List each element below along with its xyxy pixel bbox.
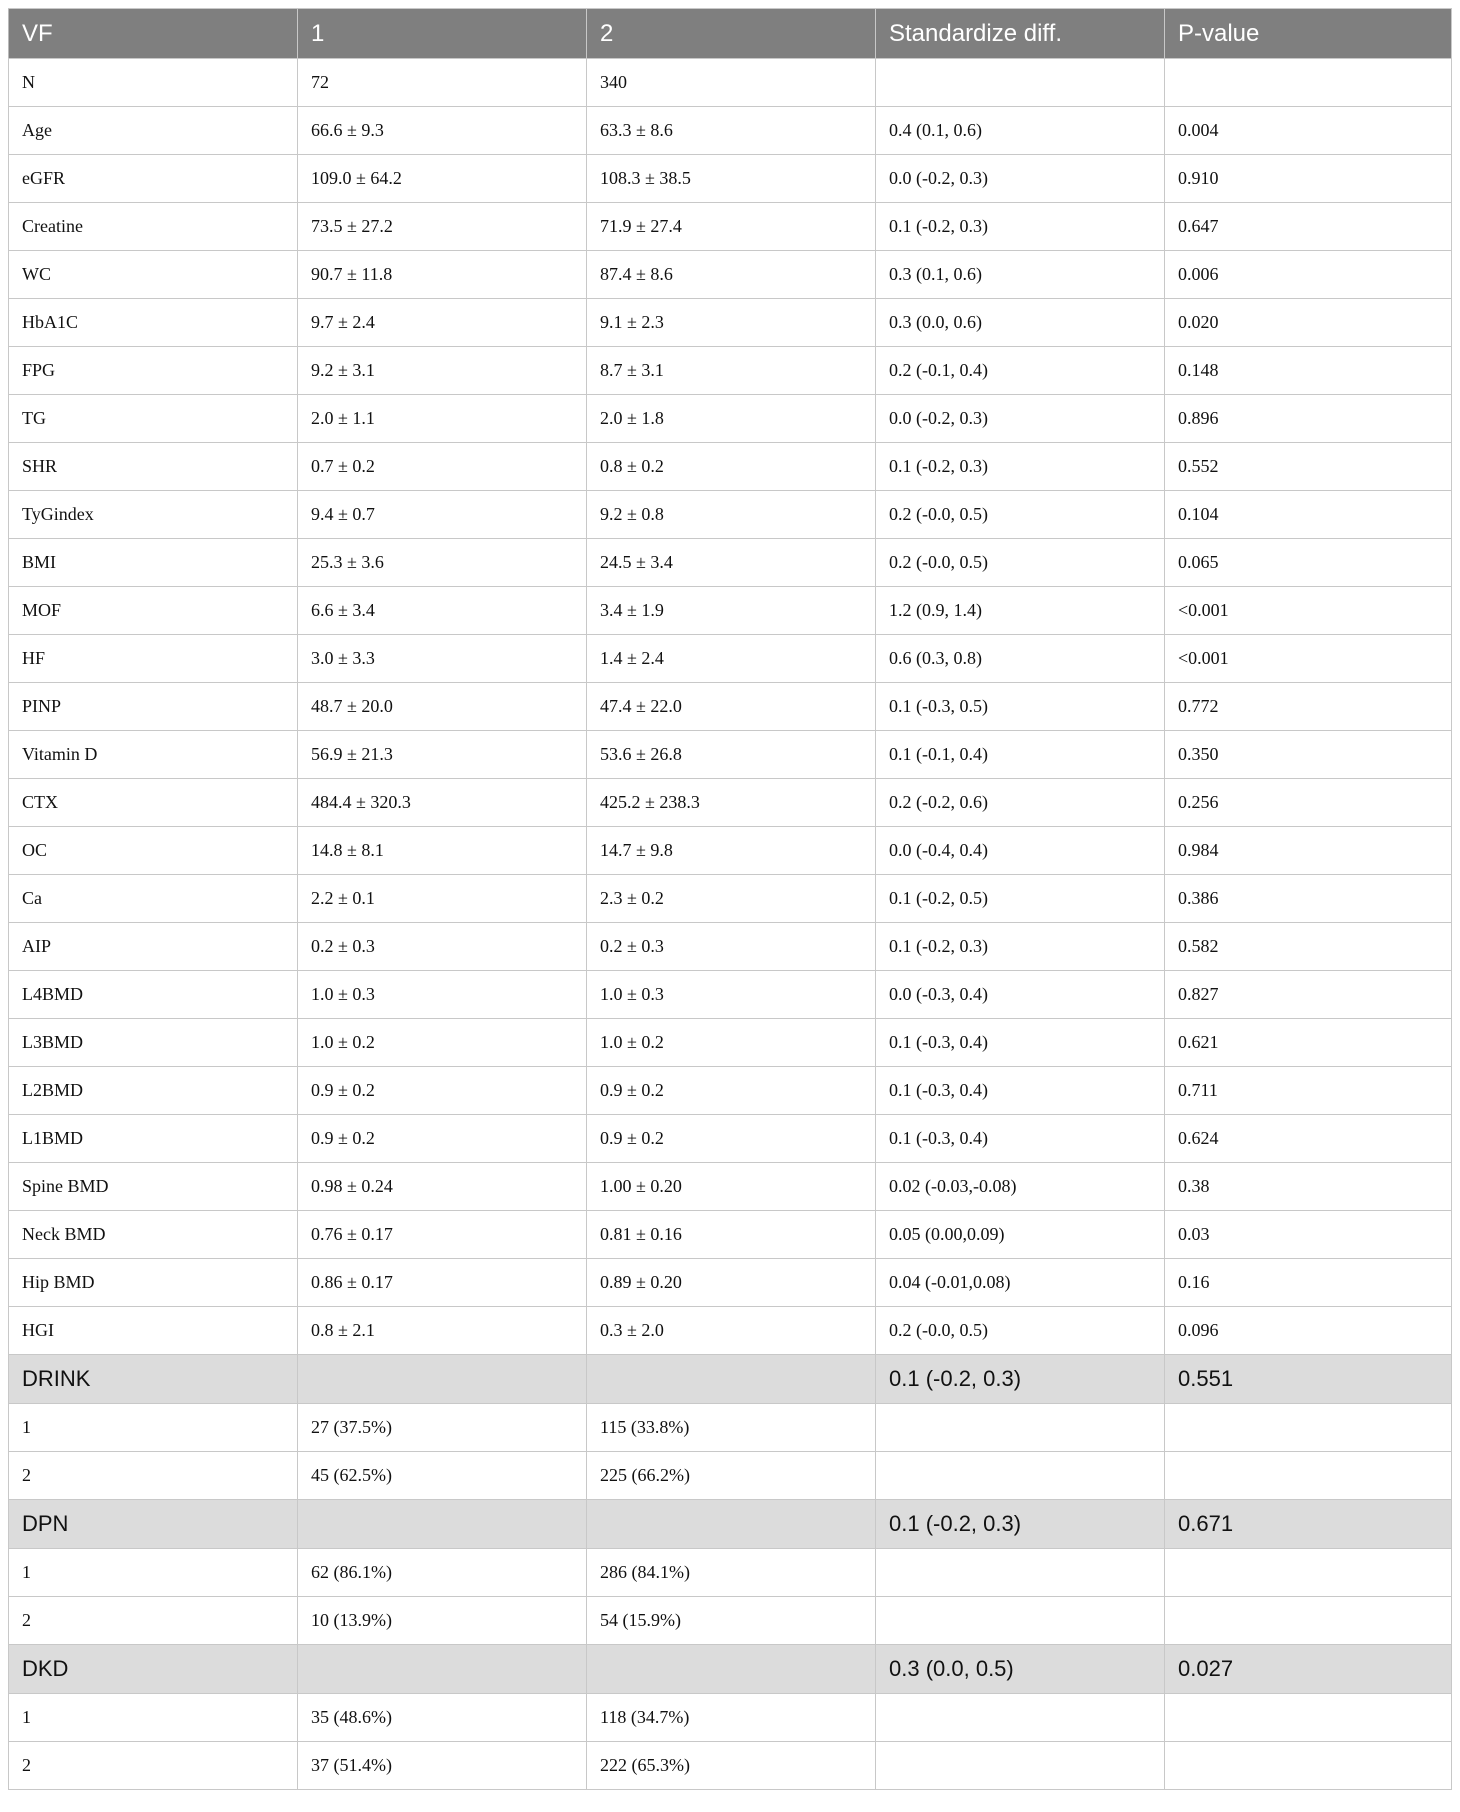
cell-group-1: 9.4 ± 0.7	[298, 491, 587, 539]
cell-group-1: 73.5 ± 27.2	[298, 203, 587, 251]
cell-std-diff	[876, 1404, 1165, 1452]
cell-variable: Ca	[9, 875, 298, 923]
cell-variable: eGFR	[9, 155, 298, 203]
cell-p-value: 0.38	[1165, 1163, 1452, 1211]
cell-group-2: 1.0 ± 0.3	[587, 971, 876, 1019]
cell-variable: Neck BMD	[9, 1211, 298, 1259]
cell-p-value: 0.096	[1165, 1307, 1452, 1355]
cell-group-2: 0.2 ± 0.3	[587, 923, 876, 971]
header-p-value: P-value	[1165, 9, 1452, 59]
cell-group-1: 109.0 ± 64.2	[298, 155, 587, 203]
cell-group-2: 71.9 ± 27.4	[587, 203, 876, 251]
table-row	[9, 1067, 1452, 1115]
table-row	[9, 1115, 1452, 1163]
cell-variable: DKD	[9, 1645, 298, 1694]
cell-group-2: 2.3 ± 0.2	[587, 875, 876, 923]
table-row	[9, 1549, 1452, 1597]
table-row	[9, 251, 1452, 299]
cell-group-2	[587, 1645, 876, 1694]
cell-std-diff	[876, 1452, 1165, 1500]
cell-variable: HbA1C	[9, 299, 298, 347]
table-row	[9, 779, 1452, 827]
cell-std-diff: 0.2 (-0.2, 0.6)	[876, 779, 1165, 827]
cell-std-diff: 0.02 (-0.03,-0.08)	[876, 1163, 1165, 1211]
cell-variable: AIP	[9, 923, 298, 971]
cell-p-value: 0.711	[1165, 1067, 1452, 1115]
cell-variable: Vitamin D	[9, 731, 298, 779]
cell-variable: 1	[9, 1694, 298, 1742]
cell-group-1: 62 (86.1%)	[298, 1549, 587, 1597]
cell-group-1: 37 (51.4%)	[298, 1742, 587, 1790]
cell-p-value: 0.551	[1165, 1355, 1452, 1404]
header-std-diff: Standardize diff.	[876, 9, 1165, 59]
table-row	[9, 1307, 1452, 1355]
cell-group-2: 1.0 ± 0.2	[587, 1019, 876, 1067]
cell-p-value	[1165, 59, 1452, 107]
table-row	[9, 539, 1452, 587]
table-group-row	[9, 1355, 1452, 1404]
cell-std-diff: 0.3 (0.1, 0.6)	[876, 251, 1165, 299]
table-body	[9, 59, 1452, 1790]
cell-group-1: 25.3 ± 3.6	[298, 539, 587, 587]
cell-group-2: 0.8 ± 0.2	[587, 443, 876, 491]
cell-std-diff: 0.1 (-0.2, 0.3)	[876, 203, 1165, 251]
table-row	[9, 1211, 1452, 1259]
cell-group-2: 225 (66.2%)	[587, 1452, 876, 1500]
table-row	[9, 1019, 1452, 1067]
cell-std-diff	[876, 59, 1165, 107]
cell-variable: Age	[9, 107, 298, 155]
cell-variable: WC	[9, 251, 298, 299]
cell-p-value: <0.001	[1165, 587, 1452, 635]
cell-group-1: 45 (62.5%)	[298, 1452, 587, 1500]
cell-p-value: 0.772	[1165, 683, 1452, 731]
table-row	[9, 827, 1452, 875]
cell-group-2: 2.0 ± 1.8	[587, 395, 876, 443]
cell-variable: CTX	[9, 779, 298, 827]
cell-p-value	[1165, 1404, 1452, 1452]
cell-variable: TyGindex	[9, 491, 298, 539]
table-group-row	[9, 1645, 1452, 1694]
cell-group-1: 6.6 ± 3.4	[298, 587, 587, 635]
cell-group-1: 0.9 ± 0.2	[298, 1067, 587, 1115]
cell-std-diff: 0.2 (-0.0, 0.5)	[876, 539, 1165, 587]
cell-group-1: 0.2 ± 0.3	[298, 923, 587, 971]
cell-group-1: 484.4 ± 320.3	[298, 779, 587, 827]
cell-variable: 2	[9, 1452, 298, 1500]
cell-p-value: 0.552	[1165, 443, 1452, 491]
cell-group-1: 66.6 ± 9.3	[298, 107, 587, 155]
cell-group-1: 14.8 ± 8.1	[298, 827, 587, 875]
cell-group-2: 9.1 ± 2.3	[587, 299, 876, 347]
cell-variable: BMI	[9, 539, 298, 587]
table-row	[9, 923, 1452, 971]
cell-group-1: 9.7 ± 2.4	[298, 299, 587, 347]
cell-p-value: 0.004	[1165, 107, 1452, 155]
cell-group-2	[587, 1355, 876, 1404]
cell-variable: OC	[9, 827, 298, 875]
cell-group-2: 1.4 ± 2.4	[587, 635, 876, 683]
table-row	[9, 971, 1452, 1019]
cell-group-1: 72	[298, 59, 587, 107]
table-row	[9, 107, 1452, 155]
cell-group-1: 9.2 ± 3.1	[298, 347, 587, 395]
cell-variable: PINP	[9, 683, 298, 731]
cell-variable: 2	[9, 1742, 298, 1790]
cell-p-value: <0.001	[1165, 635, 1452, 683]
cell-std-diff: 0.0 (-0.4, 0.4)	[876, 827, 1165, 875]
cell-p-value: 0.256	[1165, 779, 1452, 827]
data-table-container	[8, 8, 1451, 1790]
cell-group-2: 0.9 ± 0.2	[587, 1067, 876, 1115]
cell-group-2: 3.4 ± 1.9	[587, 587, 876, 635]
cell-std-diff: 1.2 (0.9, 1.4)	[876, 587, 1165, 635]
cell-group-2: 14.7 ± 9.8	[587, 827, 876, 875]
cell-variable: 1	[9, 1549, 298, 1597]
table-row	[9, 1694, 1452, 1742]
cell-variable: L4BMD	[9, 971, 298, 1019]
cell-group-1: 0.76 ± 0.17	[298, 1211, 587, 1259]
cell-p-value: 0.671	[1165, 1500, 1452, 1549]
cell-group-2: 108.3 ± 38.5	[587, 155, 876, 203]
cell-variable: DRINK	[9, 1355, 298, 1404]
cell-std-diff: 0.1 (-0.1, 0.4)	[876, 731, 1165, 779]
cell-group-1: 1.0 ± 0.3	[298, 971, 587, 1019]
cell-std-diff: 0.2 (-0.1, 0.4)	[876, 347, 1165, 395]
cell-std-diff: 0.3 (0.0, 0.6)	[876, 299, 1165, 347]
cell-group-2: 222 (65.3%)	[587, 1742, 876, 1790]
cell-group-1: 0.7 ± 0.2	[298, 443, 587, 491]
cell-std-diff	[876, 1597, 1165, 1645]
cell-std-diff: 0.2 (-0.0, 0.5)	[876, 491, 1165, 539]
cell-std-diff: 0.1 (-0.2, 0.3)	[876, 443, 1165, 491]
cell-variable: SHR	[9, 443, 298, 491]
table-row	[9, 155, 1452, 203]
cell-std-diff	[876, 1549, 1165, 1597]
cell-p-value	[1165, 1694, 1452, 1742]
header-group-1: 1	[298, 9, 587, 59]
cell-group-2: 47.4 ± 22.0	[587, 683, 876, 731]
cell-p-value: 0.827	[1165, 971, 1452, 1019]
table-row	[9, 203, 1452, 251]
cell-p-value: 0.148	[1165, 347, 1452, 395]
cell-group-1: 0.86 ± 0.17	[298, 1259, 587, 1307]
cell-group-1: 0.98 ± 0.24	[298, 1163, 587, 1211]
cell-std-diff: 0.04 (-0.01,0.08)	[876, 1259, 1165, 1307]
cell-variable: Spine BMD	[9, 1163, 298, 1211]
cell-p-value: 0.020	[1165, 299, 1452, 347]
table-row	[9, 347, 1452, 395]
cell-group-2: 53.6 ± 26.8	[587, 731, 876, 779]
cell-std-diff	[876, 1742, 1165, 1790]
table-row	[9, 443, 1452, 491]
cell-p-value: 0.027	[1165, 1645, 1452, 1694]
cell-variable: L1BMD	[9, 1115, 298, 1163]
cell-variable: L3BMD	[9, 1019, 298, 1067]
table-row	[9, 491, 1452, 539]
cell-variable: 1	[9, 1404, 298, 1452]
cell-group-2: 0.81 ± 0.16	[587, 1211, 876, 1259]
cell-group-2: 340	[587, 59, 876, 107]
cell-p-value: 0.350	[1165, 731, 1452, 779]
cell-variable: TG	[9, 395, 298, 443]
cell-group-2: 115 (33.8%)	[587, 1404, 876, 1452]
cell-variable: FPG	[9, 347, 298, 395]
cell-p-value	[1165, 1742, 1452, 1790]
cell-std-diff: 0.05 (0.00,0.09)	[876, 1211, 1165, 1259]
cell-group-1: 35 (48.6%)	[298, 1694, 587, 1742]
cell-std-diff: 0.4 (0.1, 0.6)	[876, 107, 1165, 155]
comparison-table	[8, 8, 1452, 1790]
table-row	[9, 299, 1452, 347]
cell-variable: 2	[9, 1597, 298, 1645]
cell-group-1	[298, 1645, 587, 1694]
cell-std-diff: 0.1 (-0.3, 0.4)	[876, 1067, 1165, 1115]
cell-group-2: 0.9 ± 0.2	[587, 1115, 876, 1163]
header-group-2: 2	[587, 9, 876, 59]
cell-p-value: 0.896	[1165, 395, 1452, 443]
cell-group-2: 425.2 ± 238.3	[587, 779, 876, 827]
cell-group-2: 54 (15.9%)	[587, 1597, 876, 1645]
cell-std-diff: 0.2 (-0.0, 0.5)	[876, 1307, 1165, 1355]
table-row	[9, 1404, 1452, 1452]
cell-group-1	[298, 1355, 587, 1404]
cell-std-diff: 0.0 (-0.2, 0.3)	[876, 155, 1165, 203]
cell-p-value	[1165, 1549, 1452, 1597]
cell-variable: HGI	[9, 1307, 298, 1355]
cell-std-diff: 0.0 (-0.3, 0.4)	[876, 971, 1165, 1019]
table-row	[9, 635, 1452, 683]
cell-p-value: 0.006	[1165, 251, 1452, 299]
cell-group-2: 0.89 ± 0.20	[587, 1259, 876, 1307]
cell-group-1: 56.9 ± 21.3	[298, 731, 587, 779]
cell-p-value: 0.065	[1165, 539, 1452, 587]
table-row	[9, 587, 1452, 635]
cell-group-1: 90.7 ± 11.8	[298, 251, 587, 299]
cell-p-value: 0.647	[1165, 203, 1452, 251]
cell-std-diff: 0.1 (-0.3, 0.4)	[876, 1019, 1165, 1067]
cell-std-diff: 0.1 (-0.2, 0.3)	[876, 1500, 1165, 1549]
cell-group-1: 3.0 ± 3.3	[298, 635, 587, 683]
cell-group-2: 118 (34.7%)	[587, 1694, 876, 1742]
table-header-row	[9, 9, 1452, 59]
cell-p-value: 0.16	[1165, 1259, 1452, 1307]
cell-group-2	[587, 1500, 876, 1549]
cell-p-value: 0.621	[1165, 1019, 1452, 1067]
cell-group-1: 1.0 ± 0.2	[298, 1019, 587, 1067]
cell-group-2: 87.4 ± 8.6	[587, 251, 876, 299]
cell-group-2: 286 (84.1%)	[587, 1549, 876, 1597]
table-row	[9, 731, 1452, 779]
cell-p-value: 0.582	[1165, 923, 1452, 971]
cell-p-value: 0.386	[1165, 875, 1452, 923]
table-group-row	[9, 1500, 1452, 1549]
table-row	[9, 875, 1452, 923]
cell-std-diff: 0.1 (-0.2, 0.3)	[876, 923, 1165, 971]
table-row	[9, 683, 1452, 731]
cell-group-1: 0.8 ± 2.1	[298, 1307, 587, 1355]
cell-group-1: 2.2 ± 0.1	[298, 875, 587, 923]
table-row	[9, 1259, 1452, 1307]
cell-variable: Hip BMD	[9, 1259, 298, 1307]
cell-group-1	[298, 1500, 587, 1549]
header-vf: VF	[9, 9, 298, 59]
cell-variable: DPN	[9, 1500, 298, 1549]
table-row	[9, 1163, 1452, 1211]
cell-group-1: 48.7 ± 20.0	[298, 683, 587, 731]
cell-group-1: 27 (37.5%)	[298, 1404, 587, 1452]
cell-group-2: 0.3 ± 2.0	[587, 1307, 876, 1355]
cell-group-2: 24.5 ± 3.4	[587, 539, 876, 587]
cell-group-1: 2.0 ± 1.1	[298, 395, 587, 443]
cell-p-value	[1165, 1597, 1452, 1645]
table-row	[9, 1742, 1452, 1790]
cell-std-diff: 0.1 (-0.3, 0.4)	[876, 1115, 1165, 1163]
cell-variable: HF	[9, 635, 298, 683]
cell-group-2: 9.2 ± 0.8	[587, 491, 876, 539]
cell-std-diff	[876, 1694, 1165, 1742]
cell-p-value: 0.984	[1165, 827, 1452, 875]
cell-group-2: 1.00 ± 0.20	[587, 1163, 876, 1211]
table-row	[9, 395, 1452, 443]
cell-group-2: 8.7 ± 3.1	[587, 347, 876, 395]
cell-variable: N	[9, 59, 298, 107]
cell-std-diff: 0.1 (-0.2, 0.5)	[876, 875, 1165, 923]
cell-variable: L2BMD	[9, 1067, 298, 1115]
cell-group-1: 0.9 ± 0.2	[298, 1115, 587, 1163]
cell-std-diff: 0.0 (-0.2, 0.3)	[876, 395, 1165, 443]
cell-group-2: 63.3 ± 8.6	[587, 107, 876, 155]
table-row	[9, 1452, 1452, 1500]
cell-std-diff: 0.1 (-0.2, 0.3)	[876, 1355, 1165, 1404]
table-row	[9, 59, 1452, 107]
cell-variable: Creatine	[9, 203, 298, 251]
cell-p-value: 0.910	[1165, 155, 1452, 203]
cell-variable: MOF	[9, 587, 298, 635]
cell-p-value	[1165, 1452, 1452, 1500]
cell-group-1: 10 (13.9%)	[298, 1597, 587, 1645]
cell-std-diff: 0.3 (0.0, 0.5)	[876, 1645, 1165, 1694]
cell-p-value: 0.03	[1165, 1211, 1452, 1259]
cell-std-diff: 0.6 (0.3, 0.8)	[876, 635, 1165, 683]
cell-p-value: 0.624	[1165, 1115, 1452, 1163]
cell-std-diff: 0.1 (-0.3, 0.5)	[876, 683, 1165, 731]
cell-p-value: 0.104	[1165, 491, 1452, 539]
table-row	[9, 1597, 1452, 1645]
